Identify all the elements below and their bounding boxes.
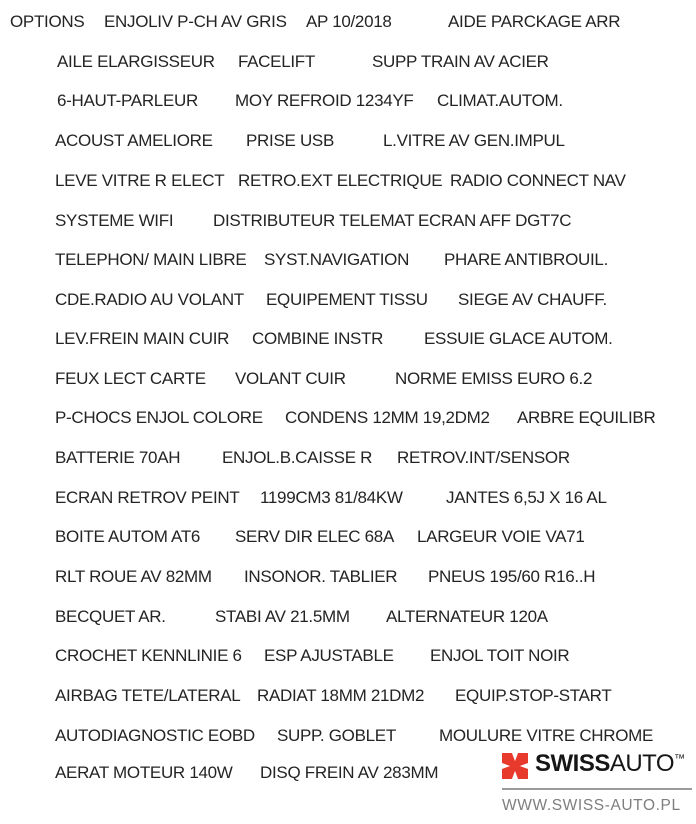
option-item: MOY REFROID 1234YF — [235, 91, 414, 110]
option-item: ACOUST AMELIORE — [55, 131, 213, 150]
option-line — [0, 131, 696, 151]
option-item: RADIO CONNECT NAV — [450, 171, 626, 190]
option-item: LEVE VITRE R ELECT — [55, 171, 225, 190]
option-item: DISQ FREIN AV 283MM — [260, 763, 439, 782]
option-item: SYST.NAVIGATION — [264, 250, 410, 269]
option-item: BOITE AUTOM AT6 — [55, 527, 201, 546]
option-item: FACELIFT — [238, 52, 315, 71]
option-item: SYSTEME WIFI — [55, 211, 174, 230]
option-item: EQUIP.STOP-START — [455, 686, 612, 705]
option-line — [0, 52, 696, 72]
option-item: RETROV.INT/SENSOR — [397, 448, 570, 467]
option-item: VOLANT CUIR — [235, 369, 346, 388]
option-item: AP 10/2018 — [306, 12, 392, 31]
option-item: AIRBAG TETE/LATERAL — [55, 686, 241, 705]
option-item: CROCHET KENNLINIE 6 — [55, 646, 242, 665]
option-item: ECRAN RETROV PEINT — [55, 488, 240, 507]
website-url: WWW.SWISS-AUTO.PL — [502, 797, 681, 814]
option-item: EQUIPEMENT TISSU — [266, 290, 428, 309]
option-item: PRISE USB — [246, 131, 334, 150]
option-item: DISTRIBUTEUR TELEMAT — [213, 211, 415, 230]
option-item: TELEPHON/ MAIN LIBRE — [55, 250, 247, 269]
option-line — [0, 12, 696, 32]
option-line — [0, 369, 696, 389]
option-item: RADIAT 18MM 21DM2 — [257, 686, 425, 705]
option-item: BECQUET AR. — [55, 607, 166, 626]
option-item: P-CHOCS ENJOL COLORE — [55, 408, 263, 427]
option-item: OPTIONS — [10, 12, 85, 31]
option-item: AIDE PARCKAGE ARR — [448, 12, 621, 31]
option-item: LEV.FREIN MAIN CUIR — [55, 329, 230, 348]
option-item: ARBRE EQUILIBR — [517, 408, 656, 427]
option-item: ECRAN AFF DGT7C — [418, 211, 572, 230]
option-item: NORME EMISS EURO 6.2 — [395, 369, 593, 388]
option-item: FEUX LECT CARTE — [55, 369, 206, 388]
option-line — [0, 250, 696, 270]
option-item: AERAT MOTEUR 140W — [55, 763, 233, 782]
option-item: AILE ELARGISSEUR — [57, 52, 215, 71]
option-item: LARGEUR VOIE VA71 — [417, 527, 585, 546]
option-item: CDE.RADIO AU VOLANT — [55, 290, 244, 309]
option-line — [0, 408, 696, 428]
option-item: INSONOR. TABLIER — [244, 567, 398, 586]
brand-name — [535, 750, 685, 782]
option-line — [0, 448, 696, 468]
option-item: ENJOLIV P-CH AV GRIS — [104, 12, 287, 31]
option-item: ESSUIE GLACE AUTOM. — [424, 329, 613, 348]
option-item: 6-HAUT-PARLEUR — [57, 91, 198, 110]
pinwheel-x-icon — [502, 753, 528, 779]
brand-name-bold: SWISS — [535, 750, 610, 777]
brand-divider — [502, 788, 692, 790]
option-item: CONDENS 12MM 19,2DM2 — [285, 408, 490, 427]
option-line — [0, 527, 696, 547]
option-item: ALTERNATEUR 120A — [386, 607, 548, 626]
option-line — [0, 171, 696, 191]
option-item: SIEGE AV CHAUFF. — [458, 290, 607, 309]
swissauto-logo — [502, 750, 692, 815]
option-item: STABI AV 21.5MM — [215, 607, 350, 626]
option-line — [0, 91, 696, 111]
option-line — [0, 607, 696, 627]
option-line — [0, 290, 696, 310]
option-item: 1199CM3 81/84KW — [260, 488, 403, 507]
option-item: PHARE ANTIBROUIL. — [444, 250, 608, 269]
option-item: COMBINE INSTR — [252, 329, 384, 348]
option-item: AUTODIAGNOSTIC EOBD — [55, 726, 255, 745]
option-item: RLT ROUE AV 82MM — [55, 567, 212, 586]
option-item: L.VITRE AV GEN.IMPUL — [383, 131, 565, 150]
option-item: ENJOL TOIT NOIR — [430, 646, 570, 665]
option-item: ESP AJUSTABLE — [264, 646, 394, 665]
option-item: RETRO.EXT ELECTRIQUE — [238, 171, 443, 190]
option-line — [0, 686, 696, 706]
brand-row — [502, 750, 692, 782]
option-line — [0, 211, 696, 231]
option-item: SUPP TRAIN AV ACIER — [372, 52, 549, 71]
option-line — [0, 329, 696, 349]
option-item: PNEUS 195/60 R16..H — [428, 567, 596, 586]
option-item: ENJOL.B.CAISSE R — [222, 448, 373, 467]
option-item: BATTERIE 70AH — [55, 448, 181, 467]
option-line — [0, 726, 696, 746]
trademark-symbol: ™ — [674, 753, 686, 765]
option-item: SUPP. GOBLET — [277, 726, 396, 745]
option-item: SERV DIR ELEC 68A — [235, 527, 394, 546]
option-line — [0, 646, 696, 666]
option-item: MOULURE VITRE CHROME — [439, 726, 654, 745]
option-line — [0, 488, 696, 508]
option-item: CLIMAT.AUTOM. — [437, 91, 563, 110]
option-item: JANTES 6,5J X 16 AL — [446, 488, 607, 507]
option-line — [0, 567, 696, 587]
brand-name-light: AUTO — [609, 750, 675, 777]
